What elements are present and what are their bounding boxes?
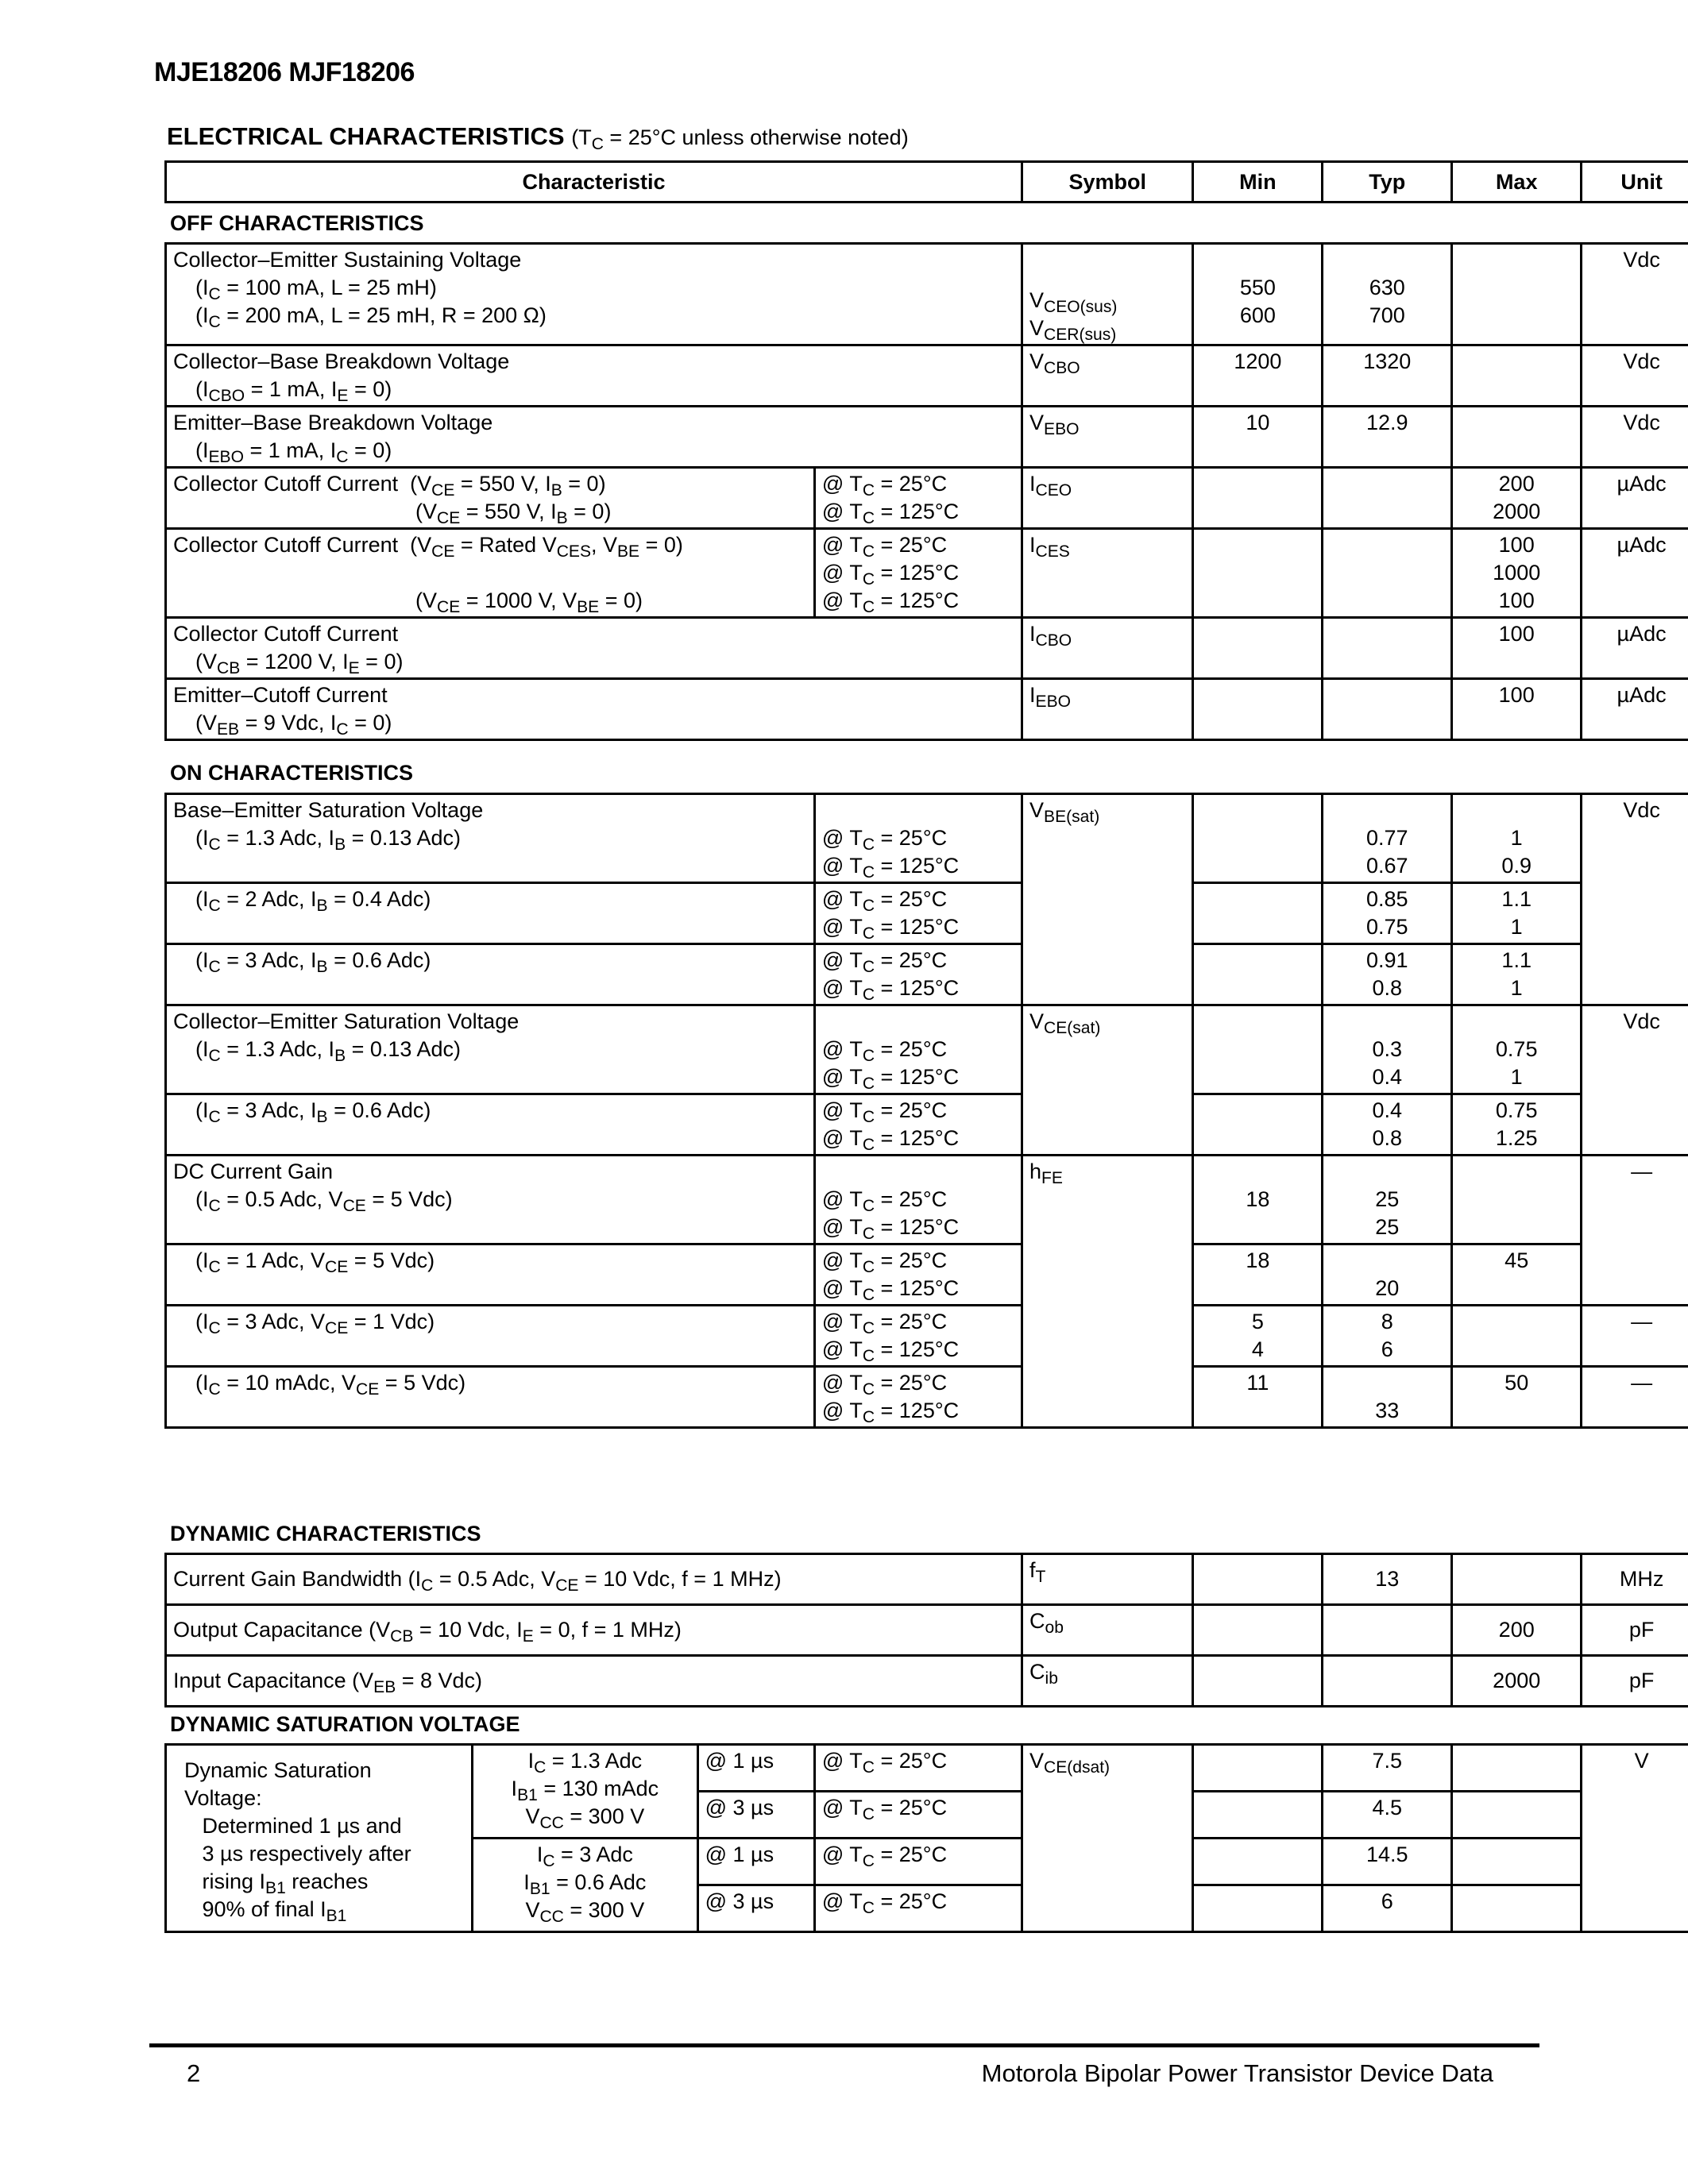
table-row: Emitter–Base Breakdown Voltage ($I_{EBO} = 1$ mA, $I_C = 0$) $V_{EBO}$ 10 12.9 Vdc [166,407,1688,468]
table-row: ($I_C = 3$ Adc, $V_{CE} = 1$ Vdc) @ $T_C = 25^\circ C$ @ $T_C = 125^\circ C$ 5 4 8 6 — [166,1306,1688,1367]
table-row: Emitter–Cutoff Current ($V_{EB} = 9$ Vdc, $I_C = 0$) $I_{EBO}$ 100 µAdc [166,679,1688,740]
table-row: DC Current Gain ($I_C = 0.5$ Adc, $V_{CE} = 5$ Vdc) @ $T_C = 25^\circ C$ @ $T_C = 125^\circ C$ $h_{FE}$ 18 25 25 — [166,1156,1688,1244]
table-row: Collector–Base Breakdown Voltage ($I_{CBO} = 1$ mA, $I_E = 0$) $V_{CBO}$ 1200 1320 Vdc [166,345,1688,407]
table-row: @ 3 µs @ $T_C = 25^\circ C$ 6 [166,1885,1688,1932]
table-row: Collector Cutoff Current ($V_{CB} = 1200$ V, $I_E = 0$) $I_{CBO}$ 100 µAdc [166,618,1688,679]
on-characteristics-table [164,793,1688,1429]
off-characteristics-table [164,242,1688,741]
table-row: $I_C = 3$ Adc $I_{B1} = 0.6$ Adc $V_{CC} = 300$ V @ 1 µs @ $T_C = 25^\circ C$ 14.5 [166,1839,1688,1885]
table-row: Dynamic Saturation Voltage: Determined 1 µs and 3 µs respectively after rising $I_{B1}$ reaches 90% of final $I_{B1}$ $I_C = 1.3$ Adc $I_{B1} = 130$ mAdc $V_{CC} = 300$ V @ 1 µs @ $T_C = 25^\circ C$ $V_{CE(dsat)}$ 7.5 V [166,1745,1688,1792]
col-typ: Typ [1323,162,1452,203]
section-dynamic-label: DYNAMIC CHARACTERISTICS [170,1522,481,1545]
section-on-label: ON CHARACTERISTICS [170,761,414,785]
table-row: Output Capacitance ($V_{CB} = 10$ Vdc, $I_E = 0$, f = 1 MHz) $C_{ob}$ 200 pF [166,1605,1688,1656]
section-title: ELECTRICAL CHARACTERISTICS ($T_C = 25^\circ C$ unless otherwise noted) [167,122,909,153]
table-row: Collector–Emitter Saturation Voltage ($I_C = 1.3$ Adc, $I_B = 0.13$ Adc) @ $T_C = 25^\circ C$ @ $T_C = 125^\circ C$ $V_{CE(sat)}$ 0.3 0.4 0.75 1 Vdc [166,1005,1688,1094]
table-row: Collector Cutoff Current ($V_{CE} = 550$ V, $I_B = 0$) ($V_{CE} = 550$ V, $I_B = 0$) @ $T_C = 25^\circ C$ @ $T_C = 125^\circ C$ $I_{CEO}$ 200 2000 µAdc [166,468,1688,529]
column-header-table [164,160,1688,203]
document-header: MJE18206 MJF18206 [154,57,415,87]
section-off-label: OFF CHARACTERISTICS [170,211,424,235]
table-row: ($I_C = 3$ Adc, $I_B = 0.6$ Adc) @ $T_C = 25^\circ C$ @ $T_C = 125^\circ C$ 0.91 0.8 1.1 1 [166,944,1688,1005]
col-unit: Unit [1582,162,1688,203]
footer-rule [149,2043,1539,2047]
table-row: Current Gain Bandwidth ($I_C = 0.5$ Adc, $V_{CE} = 10$ Vdc, f = 1 MHz) $f_T$ 13 MHz [166,1554,1688,1605]
col-symbol: Symbol [1022,162,1193,203]
dynamic-characteristics-table [164,1553,1688,1707]
col-min: Min [1193,162,1323,203]
table-row: ($I_C = 10$ mAdc, $V_{CE} = 5$ Vdc) @ $T_C = 25^\circ C$ @ $T_C = 125^\circ C$ 11 33 50 — [166,1367,1688,1428]
table-row: Collector Cutoff Current ($V_{CE}$ = Rated $V_{CES}$, $V_{BE} = 0$) ($V_{CE} = 1000$ V, $V_{BE} = 0$) @ $T_C = 25^\circ C$ @ $T_C = 125^\circ C$ @ $T_C = 125^\circ C$ $I_{CES}$ 100 1000 100 µAdc [166,529,1688,618]
page-number: 2 [187,2059,201,2087]
section-dynamic-sat-label: DYNAMIC SATURATION VOLTAGE [170,1712,520,1736]
table-row: ($I_C = 3$ Adc, $I_B = 0.6$ Adc) @ $T_C = 25^\circ C$ @ $T_C = 125^\circ C$ 0.4 0.8 0.75 1.25 [166,1094,1688,1156]
dynamic-saturation-table [164,1743,1688,1933]
col-characteristic: Characteristic [166,162,1022,203]
table-row: ($I_C = 2$ Adc, $I_B = 0.4$ Adc) @ $T_C = 25^\circ C$ @ $T_C = 125^\circ C$ 0.85 0.75 1.1 1 [166,883,1688,944]
table-row: Base–Emitter Saturation Voltage ($I_C = 1.3$ Adc, $I_B = 0.13$ Adc) @ $T_C = 25^\circ C$ @ $T_C = 125^\circ C$ $V_{BE(sat)}$ 0.77 0.67 1 0.9 Vdc [166,794,1688,883]
col-max: Max [1452,162,1582,203]
table-row: @ 3 µs @ $T_C = 25^\circ C$ 4.5 [166,1792,1688,1839]
table-row: Collector–Emitter Sustaining Voltage ($I_C = 100$ mA, L = 25 mH) ($I_C = 200$ mA, L = 25 mH, R = 200 Ω) $V_{CEO(sus)}$ $V_{CER(sus)}$ 550 600 630 700 Vdc [166,244,1688,345]
table-row: Input Capacitance ($V_{EB} = 8$ Vdc) $C_{ib}$ 2000 pF [166,1656,1688,1707]
footer-publication: Motorola Bipolar Power Transistor Device Data [981,2059,1493,2087]
table-row: ($I_C = 1$ Adc, $V_{CE} = 5$ Vdc) @ $T_C = 25^\circ C$ @ $T_C = 125^\circ C$ 18 20 45 [166,1244,1688,1306]
